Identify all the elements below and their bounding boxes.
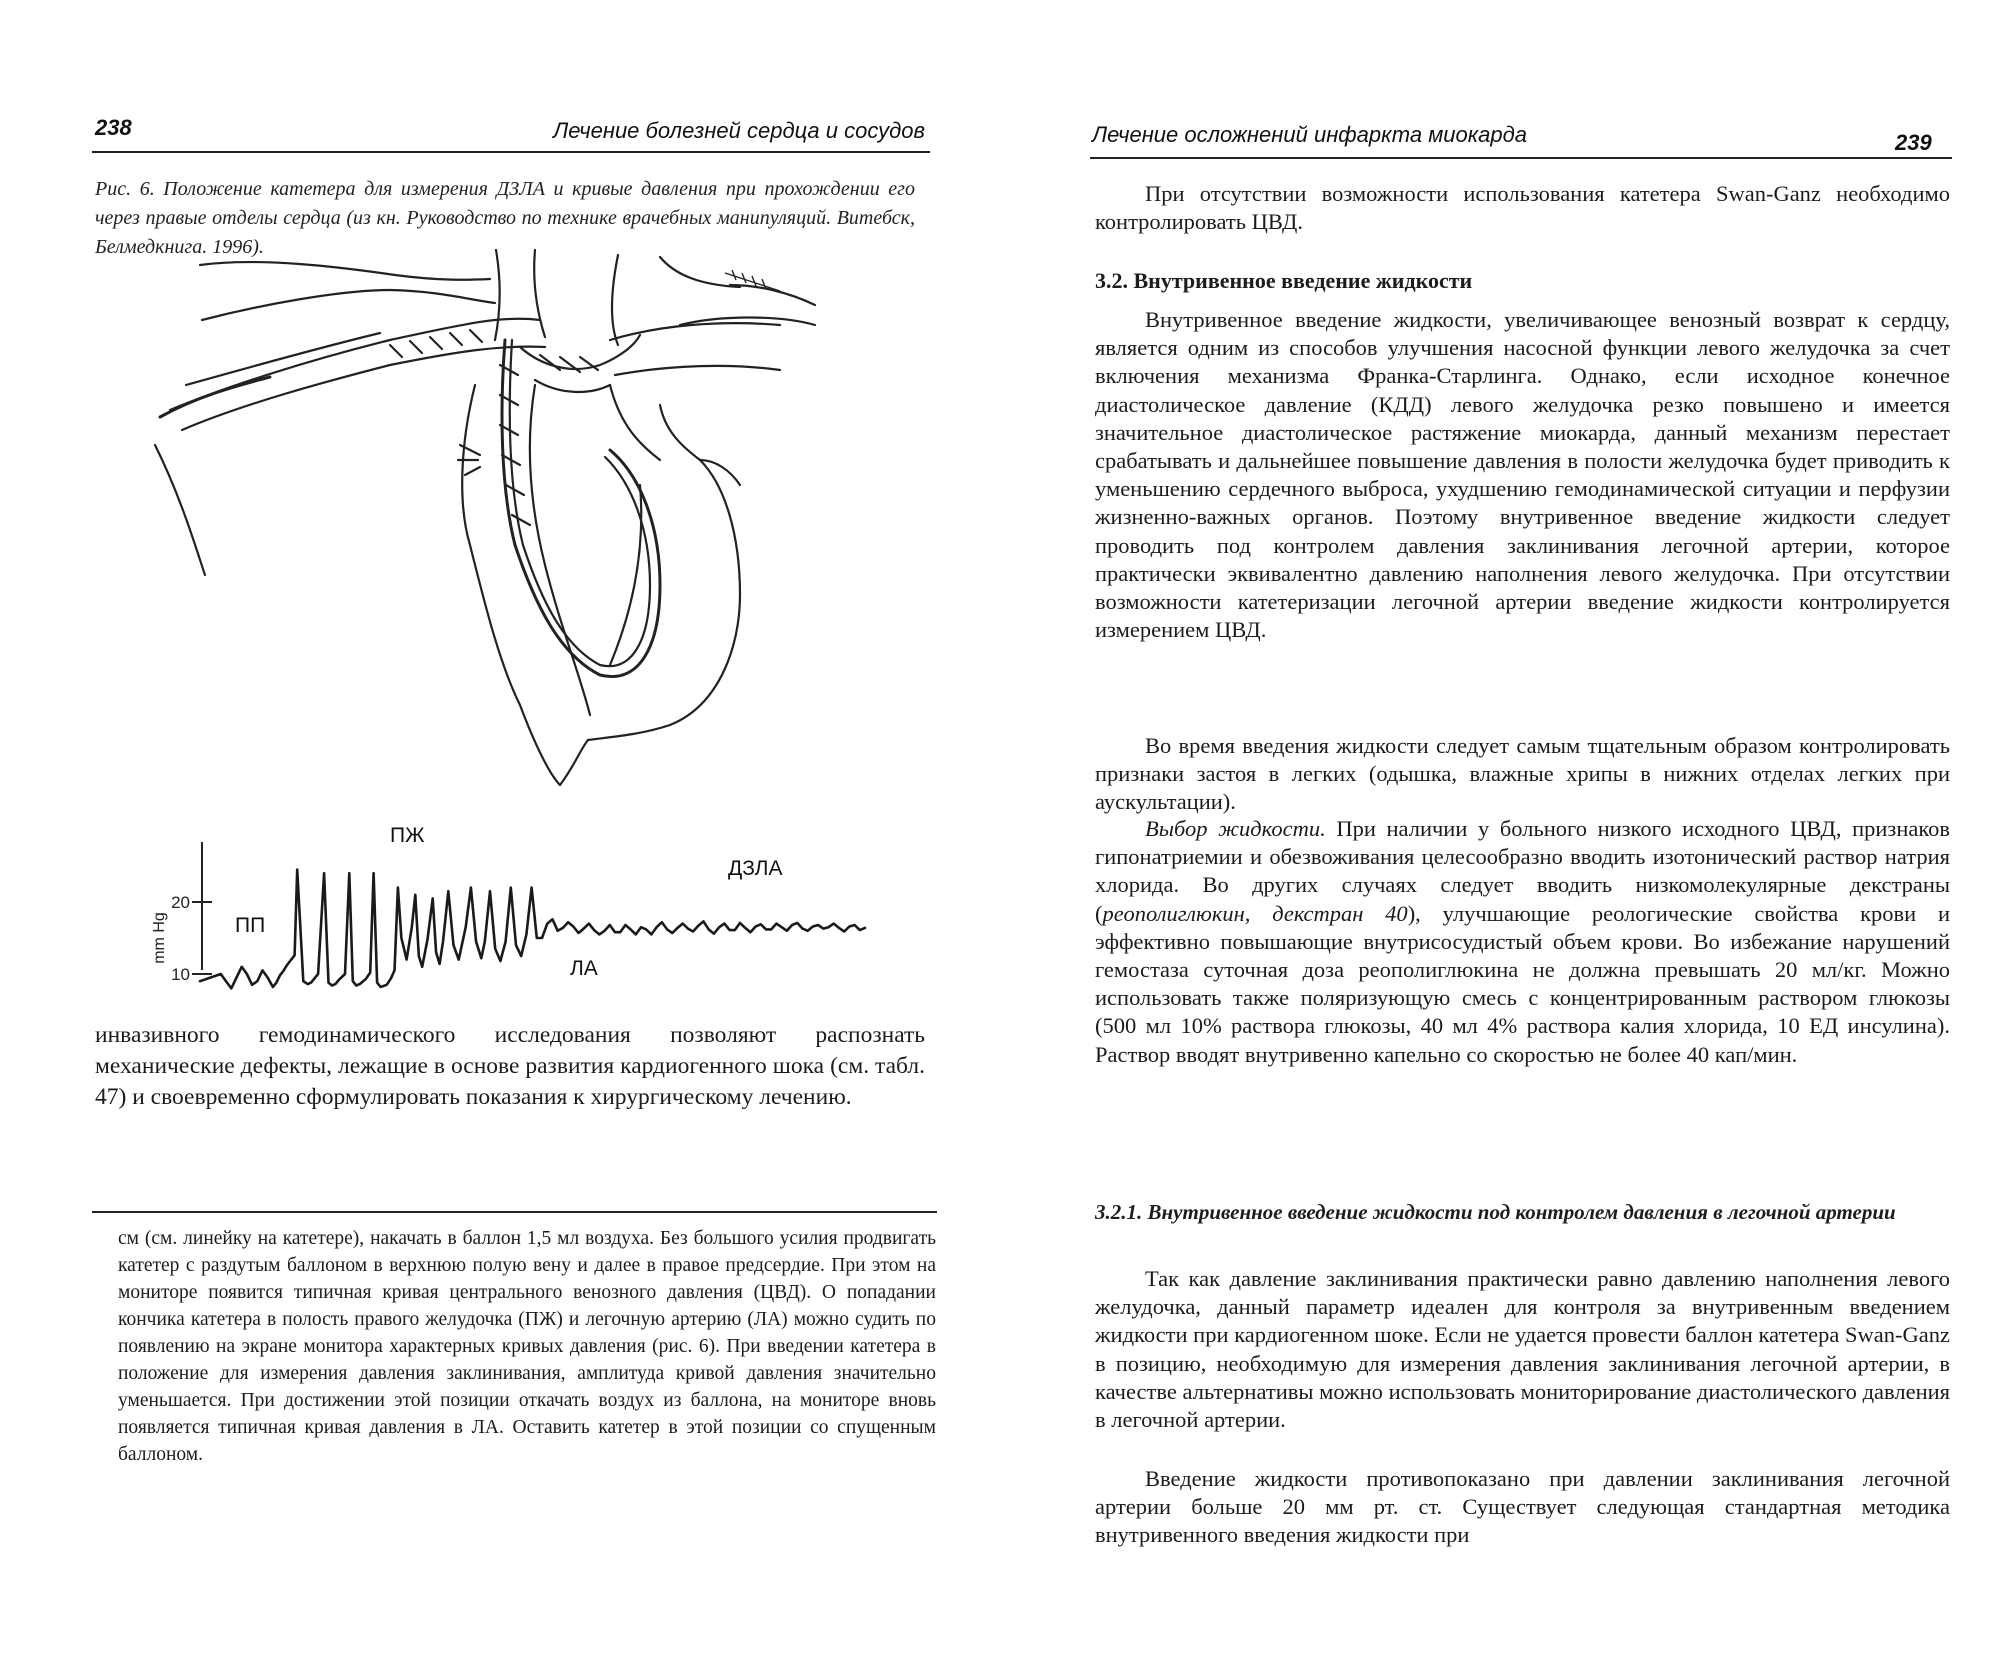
paragraph-3-text-a: При наличии у больного низкого исходного ЦВД, признаков гипонатриемии и обезвоживания целесообразно вводить изотонический раствор натрия хлорида. Во других случаях следует вводить низкомолекулярные декстраны ( bbox=[1095, 816, 1951, 926]
pressure-curve-line bbox=[200, 870, 865, 989]
y-tick-label-20: 20 bbox=[171, 893, 190, 912]
y-tick-label-10: 10 bbox=[171, 965, 190, 984]
segment-label-dzla: ДЗЛА bbox=[728, 857, 783, 880]
body-paragraph: инвазивного гемодинамического исследования позволяют распознать механические дефекты, лежащие в основе развития кардиогенного шока (см. табл. 47) и своевременно сформулировать показания к хирургическому лечению. bbox=[95, 1022, 925, 1110]
lead-in-text: Выбор жидкости. bbox=[1145, 816, 1326, 841]
paragraph-1: Внутривенное введение жидкости, увеличивающее венозный возврат к сердцу, является одним из способов улучшения насосной функции левого желудочка за счет включения механизма Франка-Старлинга. Однако, если исходное конечное диастолическое давление (КДД) левого желудочка резко повышено и имеется значительное диастолическое растяжение миокарда, данный механизм перестает срабатывать и дальнейшее повышение давления в полости желудочка будет приводить к уменьшению сердечного выброса, ухудшению гемодинамической ситуации и перфузии жизненно-важных органов. Поэтому внутривенное введение жидкости следует проводить под контролем давления заклинивания легочной артерии, которое практически эквивалентно давлению наполнения левого желудочка. При отсутствии возможности катетеризации легочной артерии введение жидкости контролируется измерением ЦВД. bbox=[1095, 307, 1950, 643]
section-heading: 3.2. Внутривенное введение жидкости bbox=[1095, 268, 1473, 293]
segment-label-la: ЛА bbox=[570, 957, 598, 980]
segment-label-pzh: ПЖ bbox=[390, 824, 425, 847]
page-number: 239 bbox=[1895, 130, 1932, 155]
intro-paragraph: При отсутствии возможности использования катетера Swan-Ganz необходимо контролировать ЦВД. bbox=[1095, 181, 1950, 235]
paragraph-4: Так как давление заклинивания практически равно давлению наполнения левого желудочка, данный параметр идеален для контроля за внутривенным введением жидкости при кардиогенном шоке. Если не удается провести баллон катетера Swan-Ganz в позицию, необходимую для измерения давления заклинивания легочной артерии, в качестве альтернативы можно использовать мониторирование диастолического давления в легочной артерии. bbox=[1095, 1266, 1950, 1433]
paragraph-3 bbox=[1095, 815, 1950, 1069]
segment-label-pp: ПП bbox=[235, 914, 266, 937]
header-rule bbox=[92, 151, 930, 153]
header-rule bbox=[1090, 157, 1952, 159]
running-head: Лечение осложнений инфаркта миокарда bbox=[1092, 122, 1528, 147]
footnote-paragraph: см (см. линейку на катетере), накачать в баллон 1,5 мл воздуха. Без большого усилия продвигать катетер с раздутым баллоном в верхнюю полую вену и далее в правое предсердие. При этом на мониторе появится типичная кривая центрального венозного давления (ЦВД). О попадании кончика катетера в полость правого желудочка (ПЖ) и легочную артерию (ЛА) можно судить по появлению на экране монитора характерных кривых давления (рис. 6). При введении катетера в положение для измерения давления заклинивания, амплитуда кривой давления значительно уменьшается. При достижении этой позиции откачать воздух из баллона, на мониторе вновь появляется типичная кривая давления в ЛА. Оставить катетер в этой позиции со спущенным баллоном. bbox=[118, 1228, 936, 1465]
right-page bbox=[1000, 0, 2000, 1671]
footnote-rule bbox=[92, 1211, 937, 1213]
subsection-heading: 3.2.1. Внутривенное введение жидкости под контролем давления в легочной артерии bbox=[1095, 1200, 1896, 1224]
drug-names: реополиглюкин, декстран 40 bbox=[1102, 900, 1408, 926]
figure-caption: Рис. 6. Положение катетера для измерения ДЗЛА и кривые давления при прохождении его через правые отделы сердца (из кн. Руководство по технике врачебных манипуляций. Витебск, Белмедкнига. 1996). bbox=[95, 178, 915, 258]
paragraph-2: Во время введения жидкости следует самым тщательным образом контролировать признаки застоя в легких (одышка, влажные хрипы в нижних отделах легких при аускультации). bbox=[1095, 733, 1950, 815]
running-head: Лечение болезней сердца и сосудов bbox=[553, 118, 925, 143]
paragraph-3-text-b: ), улучшающие реологические свойства крови и эффективно повышающие внутрисосудистый объем крови. Во избежание нарушений гемостаза суточная доза реополиглюкина не должна превышать 20 мл/кг. Можно использовать также поляризующую смесь с концентрированным раствором глюкозы (500 мл 10% раствора глюкозы, 40 мл 4% раствора калия хлорида, 10 ЕД инсулина). Раствор вводят внутривенно капельно со скоростью не более 40 кап/мин. bbox=[1095, 900, 1950, 1067]
pressure-curve-chart bbox=[140, 820, 880, 1020]
y-axis-label: mm Hg bbox=[151, 912, 168, 964]
chart-y-axis bbox=[192, 842, 212, 974]
paragraph-5: Введение жидкости противопоказано при давлении заклинивания легочной артерии больше 20 мм рт. ст. Существует следующая стандартная методика внутривенного введения жидкости при bbox=[1095, 1466, 1950, 1548]
heart-catheter-illustration bbox=[140, 245, 820, 800]
page-number: 238 bbox=[95, 115, 132, 140]
